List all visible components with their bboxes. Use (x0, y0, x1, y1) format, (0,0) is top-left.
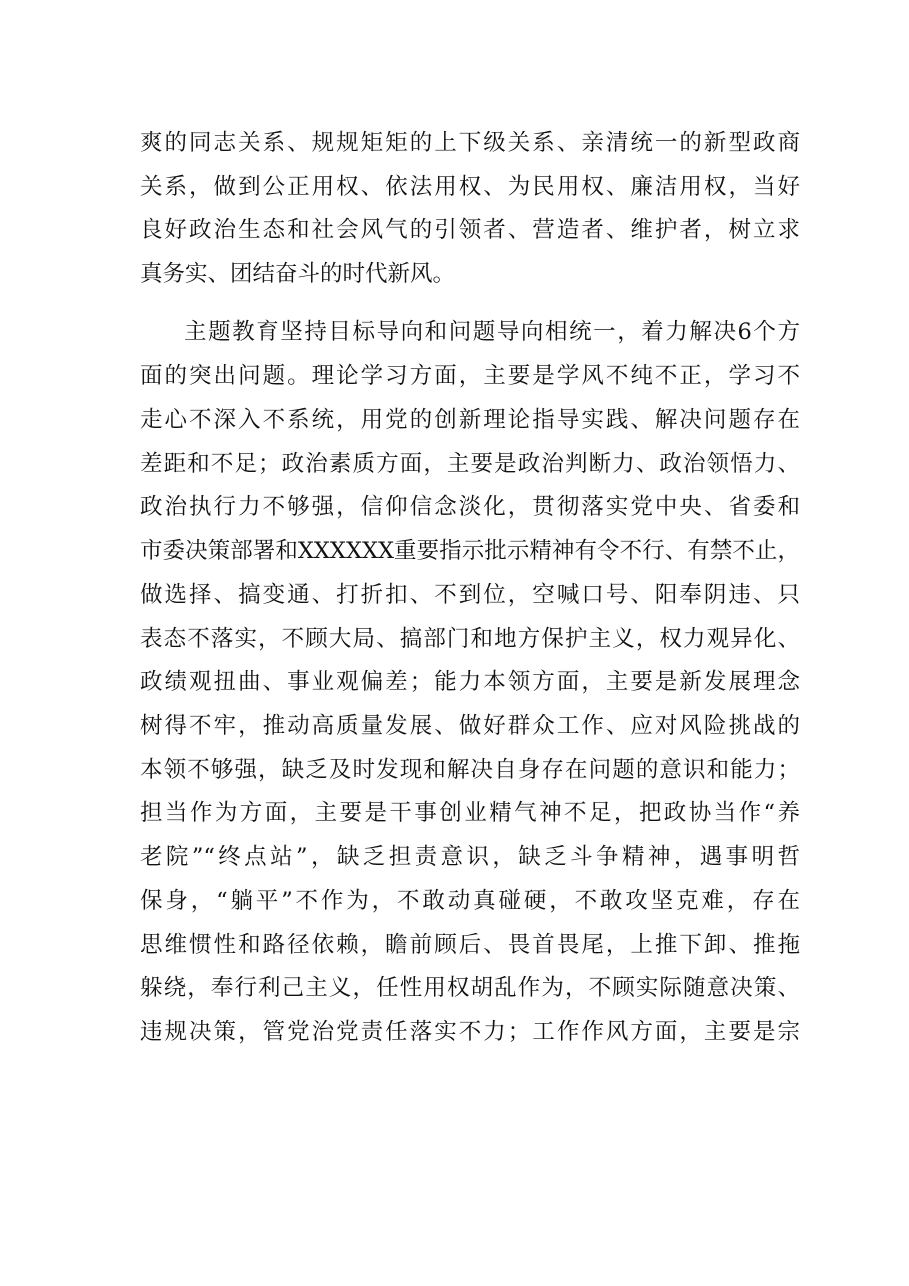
paragraph-line: 真务实、团结奋斗的时代新风。 (140, 261, 456, 287)
paragraph-line: 政治执行力不够强，信仰信念淡化，贯彻落实党中央、省委和 (140, 494, 800, 520)
paragraph-line: 本领不够强，缺乏及时发现和解决自身存在问题的意识和能力； (140, 757, 800, 783)
paragraph-line: 思维惯性和路径依赖，瞻前顾后、畏首畏尾，上推下卸、推拖 (140, 932, 800, 958)
paragraph-line: 躲绕，奉行利己主义，任性用权胡乱作为，不顾实际随意决策、 (140, 975, 800, 1001)
paragraph-line: 政绩观扭曲、事业观偏差；能力本领方面，主要是新发展理念 (140, 669, 800, 695)
paragraph-line: 违规决策，管党治党责任落实不力；工作作风方面，主要是宗 (140, 1019, 800, 1045)
paragraph-line: 市委决策部署和XXXXXX重要指示批示精神有令不行、有禁不止， (140, 538, 800, 564)
paragraph-line: 表态不落实，不顾大局、搞部门和地方保护主义，权力观异化、 (140, 626, 800, 652)
paragraph-line: 老院”“终点站”，缺乏担责意识，缺乏斗争精神，遇事明哲 (140, 844, 800, 870)
paragraph-line: 做选择、搞变通、打折扣、不到位，空喊口号、阳奉阴违、只 (140, 582, 800, 608)
paragraph-line: 主题教育坚持目标导向和问题导向相统一，着力解决6个方 (184, 319, 800, 345)
paragraph-line: 保身，“躺平”不作为，不敢动真碰硬，不敢攻坚克难，存在 (140, 888, 800, 914)
paragraph-line: 差距和不足；政治素质方面，主要是政治判断力、政治领悟力、 (140, 451, 800, 477)
paragraph-line: 爽的同志关系、规规矩矩的上下级关系、亲清统一的新型政商 (140, 130, 800, 156)
paragraph-line: 良好政治生态和社会风气的引领者、营造者、维护者，树立求 (140, 217, 800, 243)
paragraph-line: 走心不深入不系统，用党的创新理论指导实践、解决问题存在 (140, 407, 800, 433)
paragraph-line: 面的突出问题。理论学习方面，主要是学风不纯不正，学习不 (140, 363, 800, 389)
paragraph-line: 担当作为方面，主要是干事创业精气神不足，把政协当作“养 (140, 800, 800, 826)
paragraph-line: 关系，做到公正用权、依法用权、为民用权、廉洁用权，当好 (140, 174, 800, 200)
paragraph-line: 树得不牢，推动高质量发展、做好群众工作、应对风险挑战的 (140, 713, 800, 739)
